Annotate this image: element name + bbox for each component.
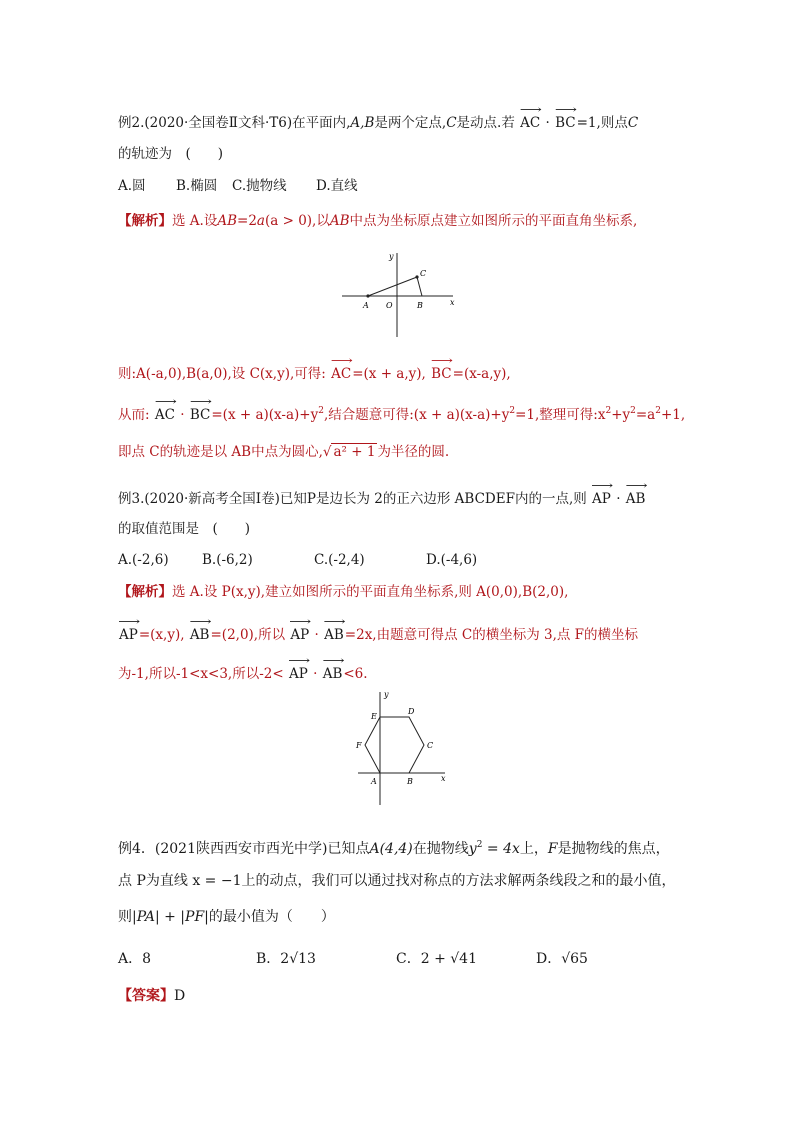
- point-a: [366, 294, 369, 297]
- ex2-options: A.圆 B.椭圆 C.抛物线 D.直线: [118, 178, 358, 194]
- ex2-question-line2: 的轨迹为 ( ): [118, 146, 224, 162]
- ex4-question-line3: 则|PA| + |PF|的最小值为（ ）: [118, 909, 335, 925]
- label-b: B: [407, 777, 413, 786]
- segment-bc: [417, 277, 422, 296]
- ex3-question-line2: 的取值范围是 ( ): [118, 521, 251, 537]
- label-a: A: [363, 301, 369, 310]
- ex2-solution-line1: 【解析】选 A.设AB=2a(a > 0),以AB中点为坐标原点建立如图所示的平面直角坐标系,: [118, 213, 638, 229]
- ex3-question-line1: 例3.(2020·新高考全国Ⅰ卷)已知P是边长为 2的正六边形 ABCDEF内的一点,则 ⟶ AP · ⟶ AB: [118, 486, 646, 508]
- ex2-solution-line2: 则:A(-a,0),B(a,0),设 C(x,y),可得: ⟶ AC=(x + a,y), ⟶ BC=(x-a,y),: [118, 361, 511, 383]
- ex2-question-line1: 例2.(2020·全国卷Ⅱ文科·T6)在平面内,A,B是两个定点,C是动点.若 ⟶ AC · ⟶ BC=1,则点C: [118, 110, 638, 132]
- vector-ac: ⟶ AC: [520, 110, 540, 132]
- label-x: x: [441, 774, 446, 783]
- ex3-solution-line1: 【解析】选 A.设 P(x,y),建立如图所示的平面直角坐标系,则 A(0,0),B(2,0),: [118, 584, 569, 600]
- ex4-answer: 【答案】D: [118, 988, 186, 1004]
- label-y: y: [384, 690, 389, 699]
- segment-ac: [368, 277, 417, 296]
- ex4-question-line1: 例4．(2021陕西西安市西光中学)已知点A(4,4)在抛物线$y^2 = 4x$上，F是抛物线的焦点，: [118, 840, 670, 857]
- label-o: O: [386, 301, 393, 310]
- point-c: [415, 275, 418, 278]
- label-a: A: [371, 777, 377, 786]
- ex2-solution-line3: 从而: ⟶ AC · ⟶ $BC=(x + a)(x-a)+y^2$,结合题意可得:(x + $a)(x-a)+y^2=1$,整理可得$:x^2+y^2=a^2+1$,: [118, 402, 685, 424]
- ex4-question-line2: 点 P为直线 x = −1上的动点，我们可以通过找对称点的方法求解两条线段之和的最小值，: [118, 873, 676, 889]
- label-y: y: [389, 252, 394, 261]
- ex3-solution-line3: 为-1,所以-1<x<3,所以-2< ⟶ AP · ⟶ AB<6.: [118, 661, 368, 683]
- label-e: E: [371, 712, 377, 721]
- label-d: D: [408, 707, 415, 716]
- label-x: x: [450, 298, 455, 307]
- label-b: B: [417, 301, 423, 310]
- vector-bc: ⟶ BC: [555, 110, 576, 132]
- label-f: F: [356, 741, 362, 750]
- label-c: C: [420, 269, 427, 278]
- label-c: C: [427, 741, 434, 750]
- hexagon-abcdef: [365, 717, 424, 773]
- ex2-coordinate-figure: [340, 245, 460, 340]
- ex3-solution-line2: ⟶ AP=(x,y), ⟶ AB=(2,0),所以 ⟶ AP · ⟶ AB=2x,由题意可得点 C的横坐标为 3,点 F的横坐标: [118, 622, 638, 644]
- ex4-options: A．8 B．2√13 C．2 + √41 D．√65: [118, 951, 588, 967]
- ex3-hexagon-figure: [355, 688, 450, 808]
- ex3-options: A.(-2,6) B.(-6,2) C.(-2,4) D.(-4,6): [118, 552, 478, 568]
- ex2-solution-line4: 即点 C的轨迹是以 AB中点为圆心,√ a² + 1 为半径的圆.: [118, 444, 450, 460]
